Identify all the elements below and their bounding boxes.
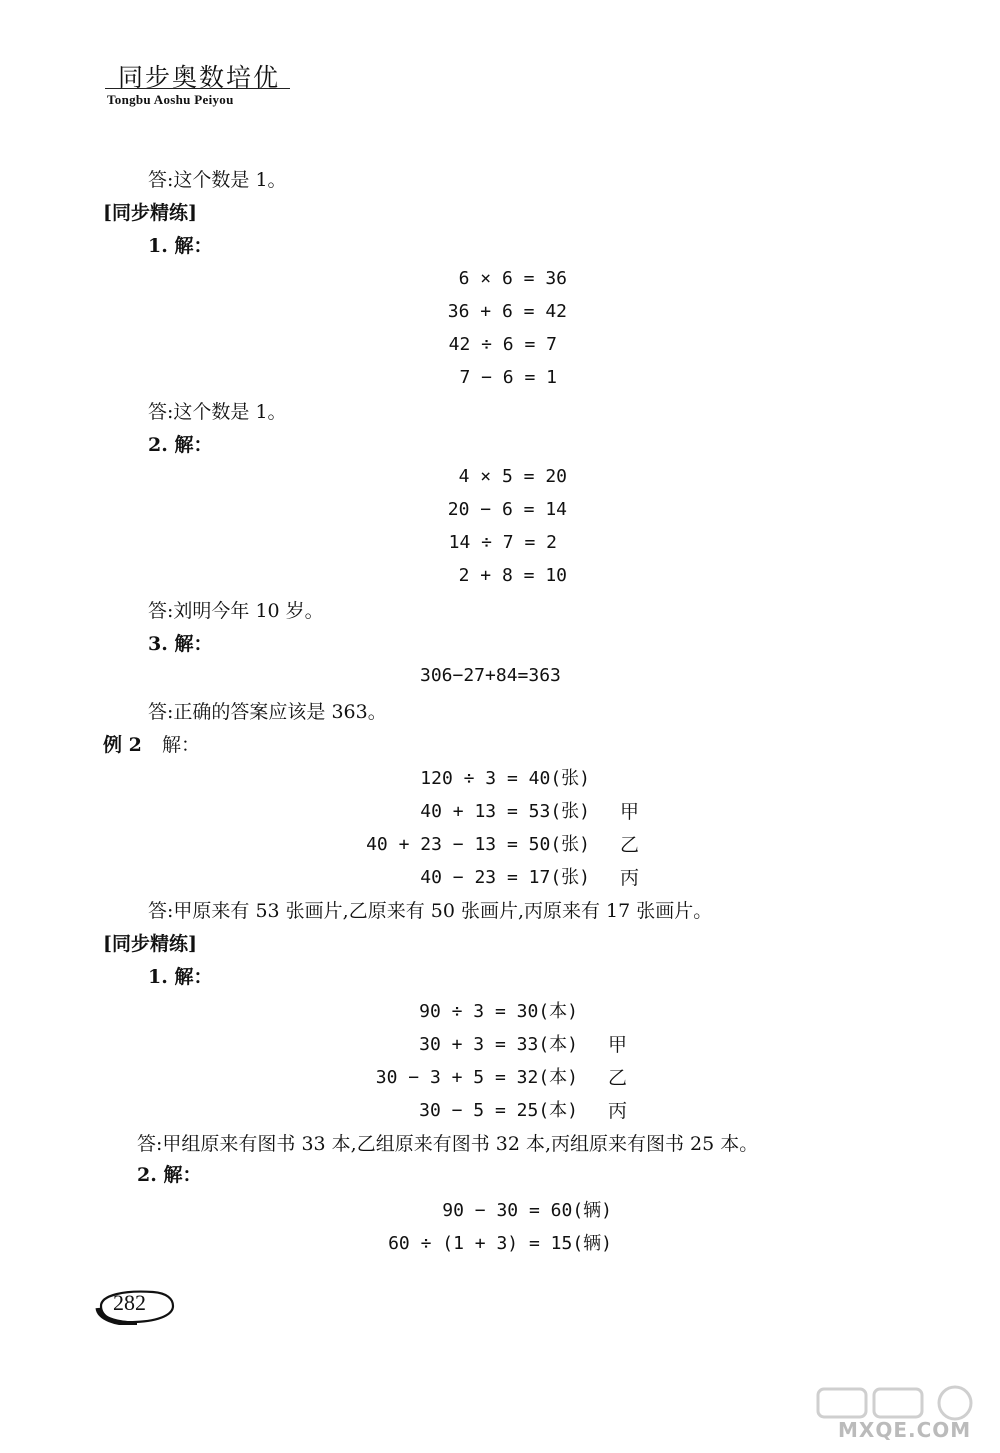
person-tag: 乙 xyxy=(620,834,640,856)
person-tag: 甲 xyxy=(620,801,640,823)
person-tag: 丙 xyxy=(620,867,640,889)
answer-line: 答:甲组原来有图书 33 本,乙组原来有图书 32 本,丙组原来有图书 25 本。 xyxy=(137,1133,759,1155)
section-heading: [同步精练] xyxy=(103,933,197,955)
question-label: 1. 解： xyxy=(148,966,213,988)
question-label: 2. 解： xyxy=(148,434,213,456)
book-title: 同步奥数培优 xyxy=(118,63,281,92)
equation: 6 × 6 = 36 xyxy=(458,268,567,289)
equation: 42 ÷ 6 = 7 xyxy=(448,334,557,355)
answer-line: 答:刘明今年 10 岁。 xyxy=(148,600,324,622)
solution-label: 解： xyxy=(162,734,201,756)
book-subtitle: Tongbu Aoshu Peiyou xyxy=(107,92,234,107)
equation: 20 − 6 = 14 xyxy=(447,499,567,520)
equation: 40 + 13 = 53(张) xyxy=(420,801,590,822)
equation: 120 ÷ 3 = 40(张) xyxy=(420,768,590,789)
answer-line: 答:这个数是 1。 xyxy=(148,401,287,423)
equation: 60 ÷ (1 + 3) = 15(辆) xyxy=(388,1233,612,1254)
equation: 40 − 23 = 17(张) xyxy=(420,867,590,888)
question-label: 3. 解： xyxy=(148,633,213,655)
equation: 40 + 23 − 13 = 50(张) xyxy=(366,834,590,855)
answer-line: 答:正确的答案应该是 363。 xyxy=(148,701,387,723)
example-label: 例 2 xyxy=(103,734,142,756)
group-tag: 甲 xyxy=(608,1034,628,1056)
equation: 30 − 3 + 5 = 32(本) xyxy=(375,1067,578,1088)
equation: 90 − 30 = 60(辆) xyxy=(442,1200,612,1221)
page-number: 282 xyxy=(113,1290,146,1315)
equation: 4 × 5 = 20 xyxy=(458,466,567,487)
question-label: 2. 解： xyxy=(137,1164,202,1186)
group-tag: 乙 xyxy=(608,1067,628,1089)
equation: 306−27+84=363 xyxy=(420,665,561,686)
header-rule xyxy=(105,88,290,89)
equation: 14 ÷ 7 = 2 xyxy=(448,532,557,553)
watermark-text: MXQE.COM xyxy=(838,1418,972,1442)
answer-line: 答:甲原来有 53 张画片,乙原来有 50 张画片,丙原来有 17 张画片。 xyxy=(148,900,713,922)
equation: 7 − 6 = 1 xyxy=(459,367,557,388)
answer-line: 答:这个数是 1。 xyxy=(148,169,287,191)
equation: 90 ÷ 3 = 30(本) xyxy=(419,1001,578,1022)
equation: 2 + 8 = 10 xyxy=(458,565,567,586)
equation: 30 − 5 = 25(本) xyxy=(419,1100,578,1121)
section-heading: [同步精练] xyxy=(103,202,197,224)
group-tag: 丙 xyxy=(608,1100,628,1122)
equation: 30 + 3 = 33(本) xyxy=(419,1034,578,1055)
equation: 36 + 6 = 42 xyxy=(447,301,567,322)
question-label: 1. 解： xyxy=(148,235,213,257)
